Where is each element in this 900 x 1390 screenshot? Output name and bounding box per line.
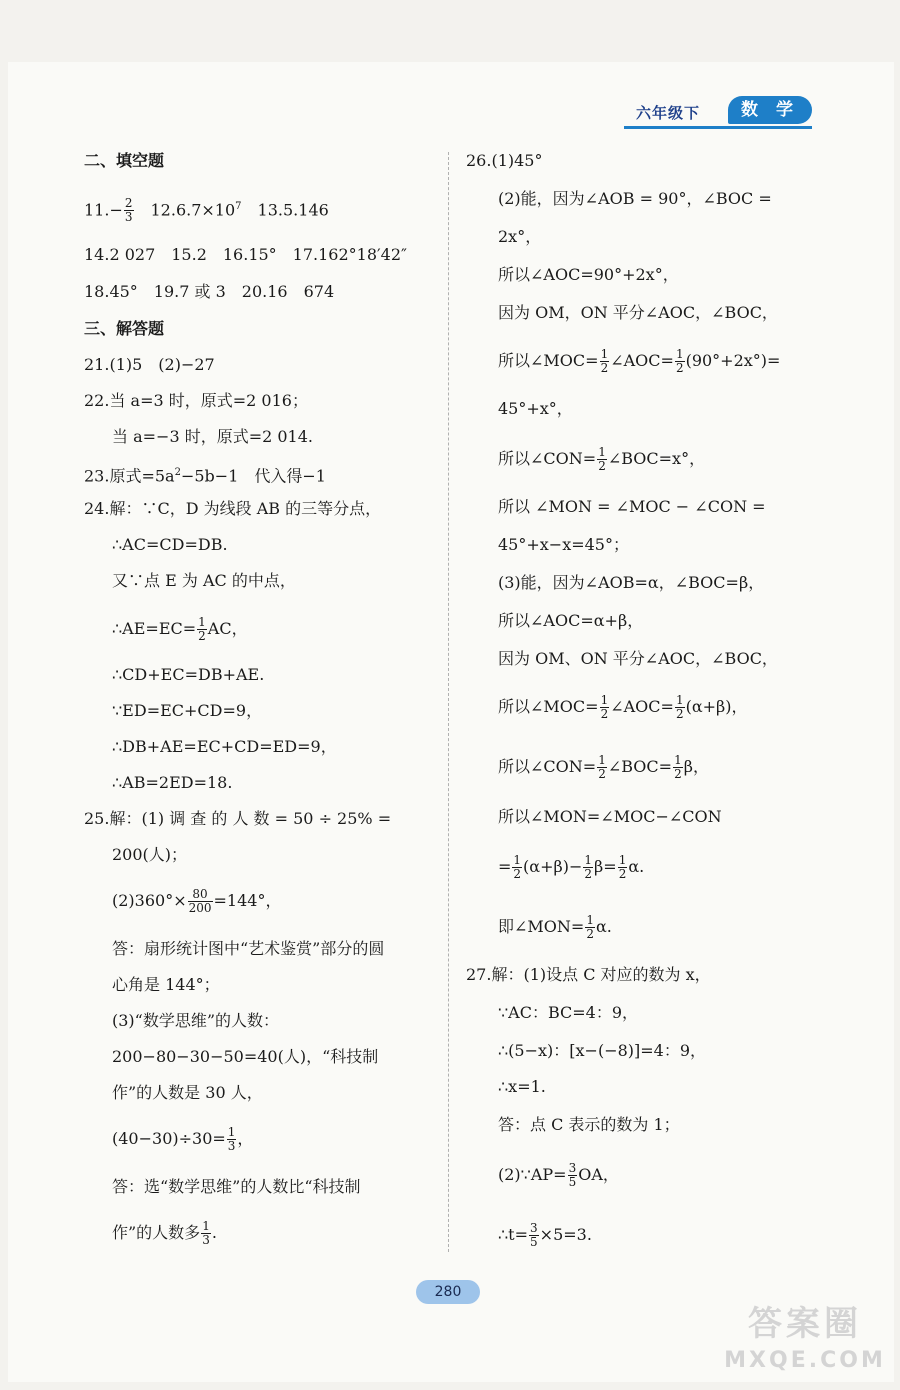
answer-line-26c: 2x°， [498, 227, 542, 246]
answer-line-24c: 又∵点 E 为 AC 的中点， [112, 571, 296, 590]
answer-line-26k: (3)能，因为∠AOB=α，∠BOC=β， [498, 573, 765, 592]
answer-line-25j: 答：选“数学思维”的人数比“科技制 [112, 1177, 361, 1196]
answer-line-25k: 作”的人数多 $\frac{1}{3}$ . [112, 1219, 217, 1247]
answer-line-25d: 答：扇形统计图中“艺术鉴赏”部分的圆 [112, 939, 385, 958]
answer-line-25a: 25.解：(1) 调 查 的 人 数 = 50 ÷ 25% = [84, 809, 392, 828]
answer-line-27e: 答：点 C 表示的数为 1； [498, 1115, 680, 1134]
answer-line-26d: 所以∠AOC=90°+2x°， [498, 265, 679, 284]
answer-line-18: 18.45° 19.7 或 3 20.16 674 [84, 282, 335, 301]
answer-line-26f: 所以∠MOC= $\frac{1}{2}$ ∠AOC= $\frac{1}{2}$ (90°+2x°)= [498, 347, 781, 375]
answer-line-27b: ∵AC：BC=4：9， [498, 1003, 639, 1022]
answer-line-25f: (3)“数学思维”的人数： [112, 1011, 280, 1030]
answer-line-25i: (40−30)÷30= $\frac{1}{3}$ ， [112, 1125, 254, 1153]
answer-line-24b: ∴AC=CD=DB. [112, 535, 228, 554]
answer-line-26r: 即∠MON= $\frac{1}{2}$ α. [498, 913, 612, 941]
answer-line-22a: 22.当 a=3 时，原式=2 016； [84, 391, 308, 410]
section-title-solutions: 三、解答题 [84, 319, 165, 338]
answer-line-25b: 200(人)； [112, 845, 188, 864]
answer-line-26b: (2)能，因为∠AOB = 90°，∠BOC = [498, 189, 772, 208]
answer-line-26m: 因为 OM、ON 平分∠AOC，∠BOC， [498, 649, 778, 668]
answer-line-26q: = $\frac{1}{2}$ (α+β)− $\frac{1}{2}$ β= $\frac{1}{2}$ α. [498, 853, 645, 881]
section-title-fill-in: 二、填空题 [84, 151, 165, 170]
answer-line-26e: 因为 OM，ON 平分∠AOC，∠BOC， [498, 303, 778, 322]
answer-line-21: 21.(1)5 (2)−27 [84, 355, 215, 374]
subject-tab: 数 学 [728, 96, 812, 124]
answer-line-26h: 所以∠CON= $\frac{1}{2}$ ∠BOC=x°， [498, 445, 706, 473]
answer-line-26a: 26.(1)45° [466, 151, 543, 170]
page-number: 280 [416, 1280, 480, 1304]
answer-line-25e: 心角是 144°； [112, 975, 220, 994]
answer-line-26n: 所以∠MOC= $\frac{1}{2}$ ∠AOC= $\frac{1}{2}$ (α+β)， [498, 693, 748, 721]
watermark-logo-text: 答案圈 [748, 1304, 862, 1344]
answer-line-26p: 所以∠MON=∠MOC−∠CON [498, 807, 722, 826]
answer-line-27d: ∴x=1. [498, 1077, 546, 1096]
answer-line-25g: 200−80−30−50=40(人)，“科技制 [112, 1047, 379, 1066]
answer-line-27f: (2)∵AP= $\frac{3}{5}$ OA， [498, 1161, 619, 1189]
answer-line-27g: ∴t= $\frac{3}{5}$ ×5=3. [498, 1221, 592, 1249]
watermark-logo [720, 1302, 890, 1386]
grade-label: 六年级下 [636, 104, 701, 122]
header-rule [624, 126, 812, 129]
answer-line-26g: 45°+x°， [498, 399, 573, 418]
answer-line-26l: 所以∠AOC=α+β， [498, 611, 644, 630]
column-divider [448, 152, 449, 1252]
answer-line-24f: ∵ED=EC+CD=9， [112, 701, 263, 720]
page-header [620, 96, 820, 132]
answer-line-23: 23.原式$=5a^2-5b-1$ 代入得−1 [84, 466, 326, 486]
answer-line-22b: 当 a=−3 时，原式=2 014. [112, 427, 314, 446]
answer-line-11: 11.− $\frac{2}{3}$ $12.6.7\times 10^7$ 13.5.146 [84, 196, 329, 225]
answer-line-14: 14.2 027 15.2 16.15° 17.162°18′42″ [84, 245, 407, 264]
answer-line-25h: 作”的人数是 30 人， [112, 1083, 263, 1102]
watermark-site: MXQE.COM [724, 1348, 886, 1373]
answer-line-24h: ∴AB=2ED=18. [112, 773, 233, 792]
answer-line-24d: ∴AE=EC= $\frac{1}{2}$ AC， [112, 615, 248, 643]
answer-line-24e: ∴CD+EC=DB+AE. [112, 665, 265, 684]
answer-line-27a: 27.解：(1)设点 C 对应的数为 x， [466, 965, 711, 984]
answer-line-27c: ∴(5−x)：[x−(−8)]=4：9， [498, 1041, 707, 1060]
answer-line-26j: 45°+x−x=45°； [498, 535, 629, 554]
answer-line-26o: 所以∠CON= $\frac{1}{2}$ ∠BOC= $\frac{1}{2}$ β， [498, 753, 709, 781]
answer-line-24a: 24.解：∵C，D 为线段 AB 的三等分点， [84, 499, 382, 518]
answer-line-25c: (2)360°× $\frac{80}{200}$ =144°， [112, 887, 282, 915]
answer-line-24g: ∴DB+AE=EC+CD=ED=9， [112, 737, 337, 756]
answer-line-26i: 所以 ∠MON = ∠MOC − ∠CON = [498, 497, 766, 516]
